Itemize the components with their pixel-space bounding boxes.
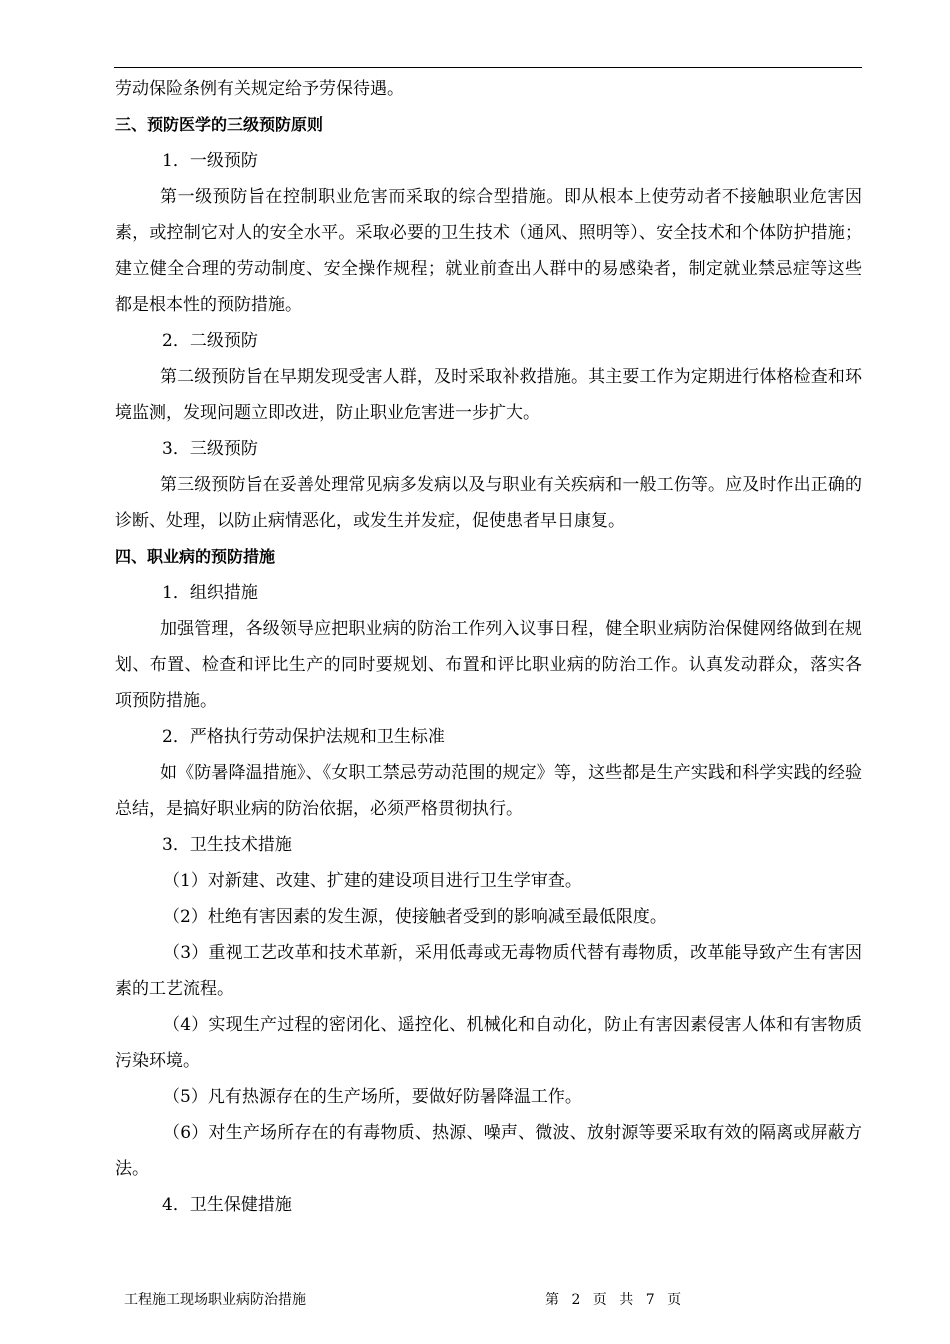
paragraph-tertiary-prevention: 第三级预防旨在妥善处理常见病多发病以及与职业有关疾病和一般工伤等。应及时作出正确的诊断、处理，以防止病情恶化，或发生并发症，促使患者早日康复。 bbox=[115, 475, 862, 531]
document-body bbox=[115, 71, 862, 1223]
list-item-technical-2: （2）杜绝有害因素的发生源，使接触者受到的影响减至最低限度。 bbox=[163, 907, 667, 927]
subheading-technical-measures: 3．卫生技术措施 bbox=[162, 835, 292, 855]
list-item-technical-6: （6）对生产场所存在的有毒物质、热源、噪声、微波、放射源等要采取有效的隔离或屏蔽方法。 bbox=[115, 1123, 862, 1179]
list-item-technical-4: （4）实现生产过程的密闭化、遥控化、机械化和自动化，防止有害因素侵害人体和有害物质污染环境。 bbox=[115, 1015, 862, 1071]
list-item-technical-3: （3）重视工艺改革和技术革新，采用低毒或无毒物质代替有毒物质，改革能导致产生有害因素的工艺流程。 bbox=[115, 943, 862, 999]
list-item-technical-5: （5）凡有热源存在的生产场所，要做好防暑降温工作。 bbox=[163, 1087, 582, 1107]
header-rule bbox=[114, 67, 862, 68]
subheading-primary-prevention: 1．一级预防 bbox=[162, 151, 258, 171]
section-heading-three: 三、预防医学的三级预防原则 bbox=[115, 115, 324, 134]
subheading-health-measures: 4．卫生保健措施 bbox=[162, 1195, 292, 1215]
subheading-secondary-prevention: 2．二级预防 bbox=[162, 331, 258, 351]
section-heading-four: 四、职业病的预防措施 bbox=[115, 547, 276, 566]
subheading-organizational-measures: 1．组织措施 bbox=[162, 583, 258, 603]
paragraph-secondary-prevention: 第二级预防旨在早期发现受害人群，及时采取补救措施。其主要工作为定期进行体格检查和环境监测，发现问题立即改进，防止职业危害进一步扩大。 bbox=[115, 367, 862, 423]
paragraph-continuation: 劳动保险条例有关规定给予劳保待遇。 bbox=[115, 79, 404, 99]
footer-document-title: 工程施工现场职业病防治措施 bbox=[124, 1292, 306, 1308]
footer-page-number: 第 2 页 共 7 页 bbox=[545, 1292, 683, 1308]
paragraph-regulations: 如《防暑降温措施》、《女职工禁忌劳动范围的规定》等，这些都是生产实践和科学实践的经验总结，是搞好职业病的防治依据，必须严格贯彻执行。 bbox=[115, 763, 862, 819]
subheading-tertiary-prevention: 3．三级预防 bbox=[162, 439, 258, 459]
subheading-regulations: 2．严格执行劳动保护法规和卫生标准 bbox=[162, 727, 445, 747]
paragraph-organizational-measures: 加强管理，各级领导应把职业病的防治工作列入议事日程，健全职业病防治保健网络做到在规划、布置、检查和评比生产的同时要规划、布置和评比职业病的防治工作。认真发动群众，落实各项预防措施。 bbox=[115, 619, 862, 711]
list-item-technical-1: （1）对新建、改建、扩建的建设项目进行卫生学审查。 bbox=[163, 871, 582, 891]
paragraph-primary-prevention: 第一级预防旨在控制职业危害而采取的综合型措施。即从根本上使劳动者不接触职业危害因素，或控制它对人的安全水平。采取必要的卫生技术（通风、照明等）、安全技术和个体防护措施；建立健全合理的劳动制度、安全操作规程；就业前查出人群中的易感染者，制定就业禁忌症等这些都是根本性的预防措施。 bbox=[115, 187, 862, 315]
